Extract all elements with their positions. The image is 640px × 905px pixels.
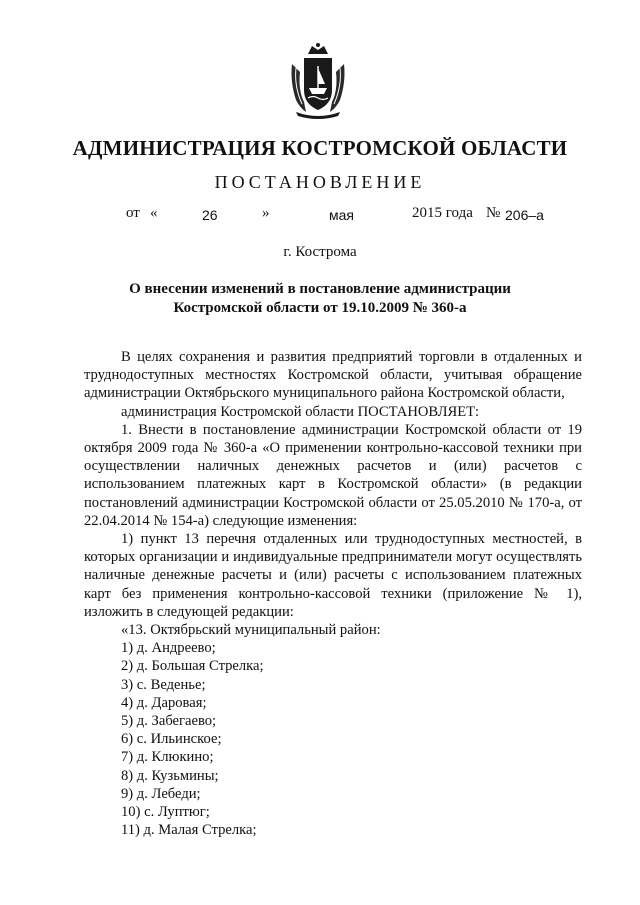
list-header: «13. Октябрьский муниципальный район: (121, 622, 381, 639)
list-item: 9) д. Лебеди; (121, 785, 201, 802)
document-type: ПОСТАНОВЛЕНИЕ (214, 172, 426, 192)
body-paragraph: администрация Костромской области ПОСТАНОВЛЯЕТ: (121, 403, 480, 420)
list-item: 11) д. Малая Стрелка; (121, 822, 257, 839)
list-item: 10) с. Луптюг; (121, 804, 210, 821)
date-year: 2015 года (412, 205, 473, 221)
doc-number: 206–а (505, 207, 544, 223)
list-item: 7) д. Клюкино; (121, 749, 214, 766)
document-subject (0, 280, 640, 318)
list-item: 8) д. Кузьмины; (121, 767, 219, 784)
list-item: 4) д. Даровая; (121, 694, 207, 711)
city: г. Кострома (283, 244, 357, 260)
date-month: мая (329, 207, 354, 223)
body-paragraph: 1. Внести в постановление администрации Костромской области от 19 октября 2009 года № 360-а «О применении контрольно-кассовой техники при осуществлении наличных денежных расчетов и (или) расчетов с использованием платежных карт в Костромской области» (в редакции постановлений администрации Костромской области от 25.05.2010 № 170-а, от 22.04.2014 № 154-а) следующие изменения: (84, 421, 582, 529)
doc-number-label: № (486, 205, 501, 221)
date-prefix: от (126, 205, 140, 221)
list-item: 3) с. Веденье; (121, 676, 206, 693)
list-item: 1) д. Андреево; (121, 640, 216, 657)
list-item: 5) д. Забегаево; (121, 713, 217, 730)
coat-of-arms-icon (286, 42, 350, 120)
organization-title: АДМИНИСТРАЦИЯ КОСТРОМСКОЙ ОБЛАСТИ (72, 136, 568, 160)
body-paragraph: В целях сохранения и развития предприятий торговли в отдаленных и труднодоступных местностях Костромской области, учитывая обращение администрации Октябрьского муниципального района Костромской области, (84, 349, 582, 402)
body-paragraph: 1) пункт 13 перечня отдаленных или труднодоступных местностей, в которых организации и индивидуальные предприниматели могут осуществлять наличные денежные расчеты и (или) расчеты с использованием платежных карт без применения контрольно-кассовой техники (приложение № 1), изложить в следующей редакции: (84, 531, 582, 620)
subject-line-2: Костромской области от 19.10.2009 № 360-а (173, 300, 467, 316)
date-close-quote: » (262, 205, 270, 221)
list-item: 2) д. Большая Стрелка; (121, 658, 264, 675)
date-day: 26 (202, 207, 218, 223)
subject-line-1: О внесении изменений в постановление администрации (129, 281, 511, 297)
list-item: 6) с. Ильинское; (121, 731, 222, 748)
date-open-quote: « (150, 205, 158, 221)
document-body (84, 348, 582, 839)
